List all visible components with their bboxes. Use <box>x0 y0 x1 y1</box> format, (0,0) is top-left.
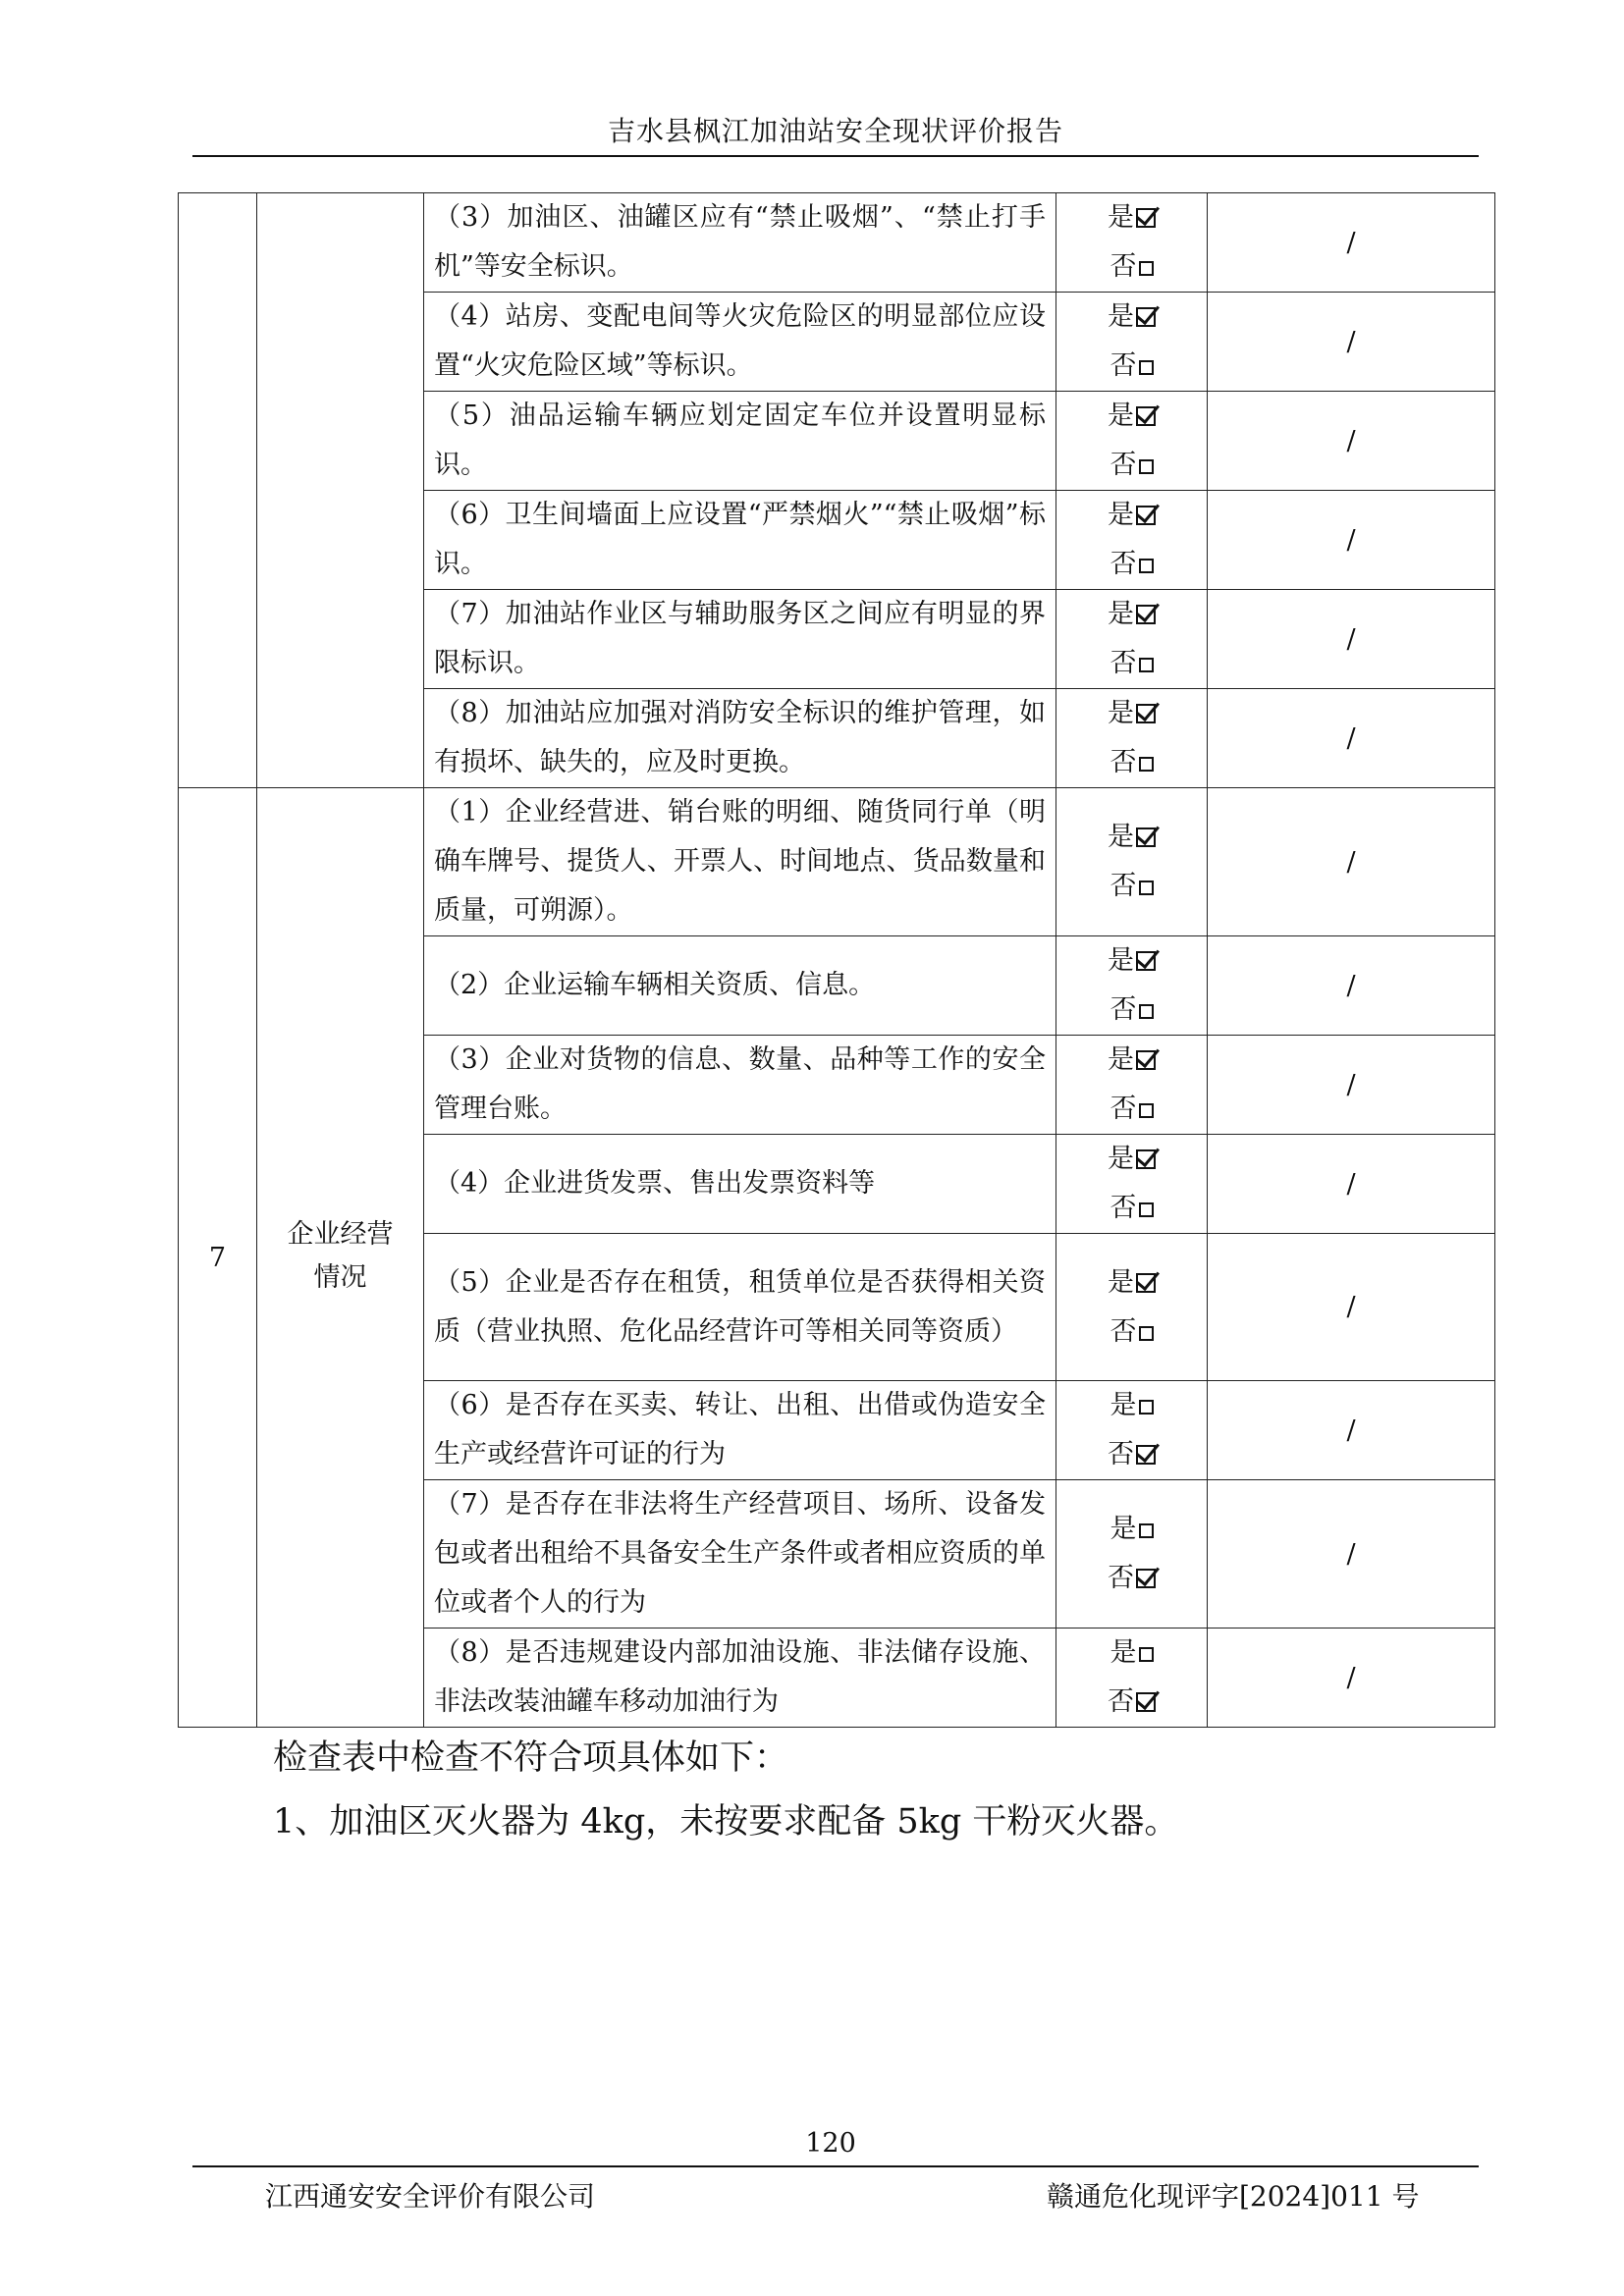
result-option-yes <box>1056 1381 1207 1430</box>
result-label-no: 否 <box>1110 994 1137 1025</box>
result-label-yes: 是 <box>1108 301 1134 332</box>
empty-checkbox-icon <box>1139 1326 1154 1341</box>
check-note: / <box>1208 788 1495 936</box>
empty-checkbox-icon <box>1139 1202 1154 1217</box>
result-option-yes <box>1056 1505 1207 1554</box>
checked-box-icon <box>1136 208 1156 228</box>
result-option-yes <box>1056 1135 1207 1184</box>
result-label-no: 否 <box>1110 1315 1137 1347</box>
result-option-no <box>1056 242 1207 292</box>
check-result <box>1056 293 1208 392</box>
result-option-no <box>1056 639 1207 688</box>
empty-checkbox-icon <box>1139 360 1154 375</box>
check-result <box>1056 491 1208 590</box>
check-item-text: （3）加油区、油罐区应有“禁止吸烟”、“禁止打手机”等安全标识。 <box>424 193 1056 293</box>
empty-checkbox-icon <box>1139 1004 1154 1019</box>
check-result <box>1056 1629 1208 1728</box>
footer-divider <box>192 2165 1479 2167</box>
result-option-yes <box>1056 491 1207 540</box>
check-result <box>1056 392 1208 491</box>
result-option-no <box>1056 1430 1207 1479</box>
result-label-yes: 是 <box>1108 400 1134 431</box>
result-option-yes <box>1056 936 1207 986</box>
check-note: / <box>1208 1480 1495 1629</box>
checked-box-icon <box>1136 1445 1156 1465</box>
footer-company: 江西通安安全评价有限公司 <box>265 2180 596 2213</box>
result-label-yes: 是 <box>1110 1390 1137 1420</box>
check-item-text: （4）企业进货发票、售出发票资料等 <box>424 1135 1056 1234</box>
result-label-yes: 是 <box>1110 1514 1137 1544</box>
page-header-title: 吉水县枫江加油站安全现状评价报告 <box>607 115 1063 147</box>
check-result <box>1056 936 1208 1036</box>
check-note: / <box>1208 1135 1495 1234</box>
check-result <box>1056 689 1208 788</box>
section-number <box>179 193 257 788</box>
check-item-text: （5）企业是否存在租赁，租赁单位是否获得相关资质（营业执照、危化品经营许可等相关同等资质） <box>424 1234 1056 1381</box>
section-category-label: 企业经营情况 <box>287 1218 394 1293</box>
result-label-no: 否 <box>1110 1094 1137 1124</box>
section-category <box>257 193 424 788</box>
nonconformity-item-1: 1、加油区灭火器为 4kg，未按要求配备 5kg 干粉灭火器。 <box>273 1802 1179 1842</box>
result-label-no: 否 <box>1110 1193 1137 1223</box>
table-row <box>179 193 1495 293</box>
check-result <box>1056 1036 1208 1135</box>
result-option-no <box>1056 441 1207 490</box>
check-result <box>1056 1135 1208 1234</box>
checklist-body <box>179 193 1495 1728</box>
check-note: / <box>1208 193 1495 293</box>
result-option-no <box>1056 540 1207 589</box>
result-option-no <box>1056 1184 1207 1233</box>
empty-checkbox-icon <box>1139 261 1154 276</box>
result-label-yes: 是 <box>1108 1266 1134 1298</box>
result-option-no <box>1056 862 1207 911</box>
result-label-yes: 是 <box>1108 599 1134 629</box>
empty-checkbox-icon <box>1139 1103 1154 1118</box>
check-item-text: （6）是否存在买卖、转让、出租、出借或伪造安全生产或经营许可证的行为 <box>424 1381 1056 1480</box>
check-note: / <box>1208 1629 1495 1728</box>
result-label-yes: 是 <box>1108 202 1134 233</box>
check-item-text: （7）加油站作业区与辅助服务区之间应有明显的界限标识。 <box>424 590 1056 689</box>
result-option-no <box>1056 1678 1207 1727</box>
checked-box-icon <box>1136 1692 1156 1712</box>
header-divider <box>192 155 1479 157</box>
check-note: / <box>1208 936 1495 1036</box>
result-label-yes: 是 <box>1108 698 1134 728</box>
check-note: / <box>1208 689 1495 788</box>
result-option-no <box>1056 342 1207 391</box>
result-label-no: 否 <box>1110 350 1137 381</box>
check-item-text: （1）企业经营进、销台账的明细、随货同行单（明确车牌号、提货人、开票人、时间地点、货品数量和质量，可朔源）。 <box>424 788 1056 936</box>
result-option-no <box>1056 1554 1207 1603</box>
check-result <box>1056 788 1208 936</box>
result-label-no: 否 <box>1108 1563 1134 1593</box>
section-number: 7 <box>179 788 257 1728</box>
check-note: / <box>1208 1381 1495 1480</box>
result-label-yes: 是 <box>1108 1144 1134 1174</box>
result-label-yes: 是 <box>1108 500 1134 530</box>
check-result <box>1056 1480 1208 1629</box>
result-option-no <box>1056 986 1207 1035</box>
empty-checkbox-icon <box>1139 757 1154 772</box>
result-label-no: 否 <box>1110 549 1137 579</box>
result-option-yes <box>1056 1629 1207 1678</box>
empty-checkbox-icon <box>1139 1400 1154 1415</box>
result-option-yes <box>1056 293 1207 342</box>
check-item-text: （2）企业运输车辆相关资质、信息。 <box>424 936 1056 1036</box>
result-option-no <box>1056 1085 1207 1134</box>
result-label-no: 否 <box>1110 871 1137 901</box>
checked-box-icon <box>1136 1273 1156 1293</box>
empty-checkbox-icon <box>1139 459 1154 474</box>
checked-box-icon <box>1136 1149 1156 1169</box>
check-item-text: （7）是否存在非法将生产经营项目、场所、设备发包或者出租给不具备安全生产条件或者相应资质的单位或者个人的行为 <box>424 1480 1056 1629</box>
checked-box-icon <box>1136 307 1156 327</box>
check-item-text: （8）加油站应加强对消防安全标识的维护管理，如有损坏、缺失的，应及时更换。 <box>424 689 1056 788</box>
check-note: / <box>1208 590 1495 689</box>
result-option-no <box>1056 738 1207 787</box>
check-note: / <box>1208 491 1495 590</box>
check-result <box>1056 1234 1208 1381</box>
table-row <box>179 788 1495 936</box>
result-option-yes <box>1056 689 1207 738</box>
check-item-text: （4）站房、变配电间等火灾危险区的明显部位应设置“火灾危险区域”等标识。 <box>424 293 1056 392</box>
section-category <box>257 788 424 1728</box>
result-option-yes <box>1056 193 1207 242</box>
result-label-yes: 是 <box>1108 822 1134 852</box>
check-item-text: （3）企业对货物的信息、数量、品种等工作的安全管理台账。 <box>424 1036 1056 1135</box>
result-label-yes: 是 <box>1108 945 1134 976</box>
result-label-no: 否 <box>1110 251 1137 282</box>
empty-checkbox-icon <box>1139 1647 1154 1662</box>
result-label-no: 否 <box>1110 747 1137 777</box>
empty-checkbox-icon <box>1139 658 1154 672</box>
check-item-text: （6）卫生间墙面上应设置“严禁烟火”“禁止吸烟”标识。 <box>424 491 1056 590</box>
check-note: / <box>1208 1234 1495 1381</box>
checked-box-icon <box>1136 1569 1156 1588</box>
check-note: / <box>1208 1036 1495 1135</box>
page-number: 120 <box>805 2128 856 2159</box>
result-label-no: 否 <box>1108 1686 1134 1717</box>
checked-box-icon <box>1136 704 1156 723</box>
check-note: / <box>1208 293 1495 392</box>
result-label-no: 否 <box>1108 1439 1134 1469</box>
empty-checkbox-icon <box>1139 881 1154 895</box>
checked-box-icon <box>1136 406 1156 426</box>
check-note: / <box>1208 392 1495 491</box>
checked-box-icon <box>1136 506 1156 525</box>
check-result <box>1056 193 1208 293</box>
check-result <box>1056 1381 1208 1480</box>
result-label-yes: 是 <box>1108 1044 1134 1075</box>
checked-box-icon <box>1136 828 1156 847</box>
result-option-yes <box>1056 1036 1207 1085</box>
nonconformity-heading: 检查表中检查不符合项具体如下： <box>273 1738 789 1778</box>
result-label-no: 否 <box>1110 648 1137 678</box>
empty-checkbox-icon <box>1139 559 1154 573</box>
check-result <box>1056 590 1208 689</box>
checked-box-icon <box>1136 1050 1156 1070</box>
result-label-yes: 是 <box>1110 1637 1137 1668</box>
check-item-text: （5）油品运输车辆应划定固定车位并设置明显标识。 <box>424 392 1056 491</box>
footer-doc-number: 赣通危化现评字[2024]011 号 <box>1047 2180 1420 2213</box>
checked-box-icon <box>1136 951 1156 971</box>
empty-checkbox-icon <box>1139 1523 1154 1538</box>
safety-checklist-table <box>178 192 1495 1728</box>
result-option-yes <box>1056 813 1207 862</box>
result-label-no: 否 <box>1110 450 1137 480</box>
result-option-yes <box>1056 590 1207 639</box>
result-option-yes <box>1056 392 1207 441</box>
result-option-yes <box>1056 1258 1207 1308</box>
check-item-text: （8）是否违规建设内部加油设施、非法储存设施、非法改装油罐车移动加油行为 <box>424 1629 1056 1728</box>
checked-box-icon <box>1136 605 1156 624</box>
result-option-no <box>1056 1308 1207 1357</box>
